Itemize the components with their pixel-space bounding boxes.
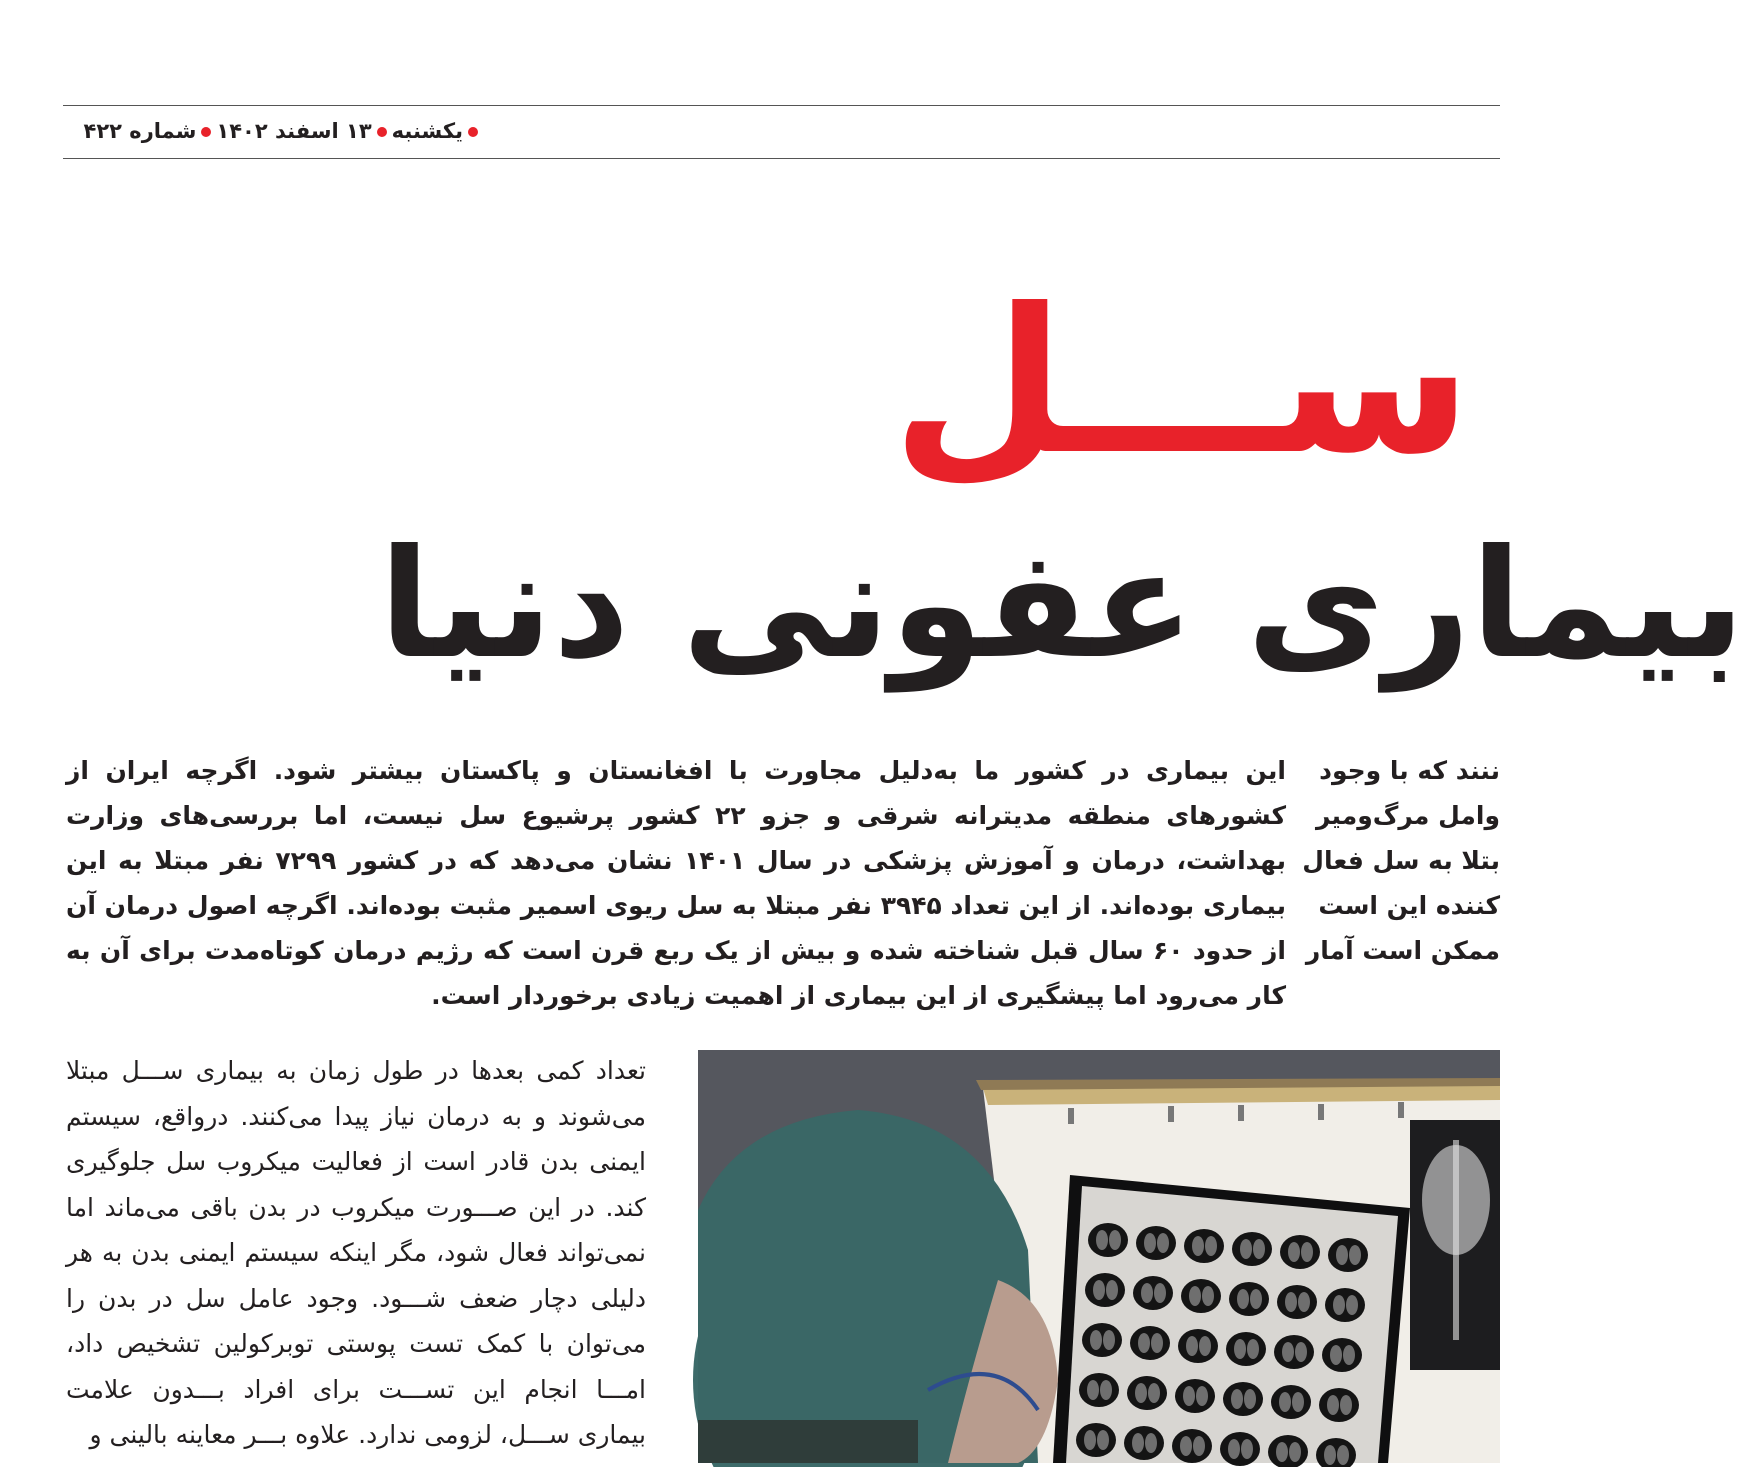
ct-lung-shape bbox=[1298, 1292, 1310, 1312]
ct-lung-shape bbox=[1087, 1380, 1099, 1400]
ct-lung-shape bbox=[1148, 1383, 1160, 1403]
ct-lung-shape bbox=[1189, 1286, 1201, 1306]
headline-main: بیماری عفونی دنیا bbox=[378, 518, 1745, 692]
ct-lung-shape bbox=[1231, 1389, 1243, 1409]
ct-lung-shape bbox=[1093, 1280, 1105, 1300]
ct-lung-shape bbox=[1343, 1345, 1355, 1365]
ct-lung-shape bbox=[1186, 1336, 1198, 1356]
ct-lung-shape bbox=[1234, 1339, 1246, 1359]
ct-lung-shape bbox=[1330, 1345, 1342, 1365]
headline-kicker: ســـل bbox=[891, 266, 1472, 499]
article-photo bbox=[698, 1050, 1500, 1463]
ct-lung-shape bbox=[1346, 1295, 1358, 1315]
ct-lung-shape bbox=[1337, 1445, 1349, 1465]
dateline-day: یکشنبه bbox=[391, 119, 463, 143]
lead-side-line: وامل مرگ‌ومیر bbox=[1315, 801, 1500, 830]
ct-lung-shape bbox=[1228, 1439, 1240, 1459]
dateline-date: ۱۳ اسفند ۱۴۰۲ bbox=[216, 119, 372, 143]
red-bullet-icon bbox=[468, 127, 478, 137]
ct-lung-shape bbox=[1199, 1336, 1211, 1356]
ct-lung-shape bbox=[1289, 1442, 1301, 1462]
ct-lung-shape bbox=[1292, 1392, 1304, 1412]
lead-side-column bbox=[1302, 748, 1500, 973]
lead-side-line: بتلا به سل فعال bbox=[1302, 846, 1500, 875]
lead-side-line: کننده این است bbox=[1318, 891, 1500, 920]
ct-lung-shape bbox=[1145, 1433, 1157, 1453]
ct-lung-shape bbox=[1301, 1242, 1313, 1262]
ct-lung-shape bbox=[1240, 1239, 1252, 1259]
ct-lung-shape bbox=[1141, 1283, 1153, 1303]
ct-lung-shape bbox=[1202, 1286, 1214, 1306]
ct-lung-shape bbox=[1084, 1430, 1096, 1450]
ct-lung-shape bbox=[1183, 1386, 1195, 1406]
ct-lung-shape bbox=[1324, 1445, 1336, 1465]
ct-lung-shape bbox=[1327, 1395, 1339, 1415]
ct-lung-shape bbox=[1180, 1436, 1192, 1456]
body-paragraph: تعداد کمی بعدها در طول زمان به بیماری ســـل مبتلا می‌شوند و به درمان نیاز پیدا می‌کنند. درواقع، سیستم ایمنی بدن قادر است از فعالیت میکروب سل جلوگیری کند. در این صـــورت میکروب در بدن باقی می‌ماند اما نمی‌تواند فعال شود، مگر اینکه سیستم ایمنی بدن به هر دلیلی دچار ضعف شـــود. وجود عامل سل در بدن را می‌توان با کمک تست پوستی توبرکولین تشخیص داد، امـــا انجام این تســـت برای افراد بـــدون علامت بیماری ســـل، لزومی ندارد. علاوه بـــر معاینه بالینی و bbox=[66, 1056, 646, 1449]
ct-lung-shape bbox=[1288, 1242, 1300, 1262]
ct-lung-shape bbox=[1340, 1395, 1352, 1415]
ct-lung-shape bbox=[1279, 1392, 1291, 1412]
ct-lung-shape bbox=[1285, 1292, 1297, 1312]
header-bottom-rule bbox=[63, 158, 1500, 159]
ct-lung-shape bbox=[1282, 1342, 1294, 1362]
ct-lung-shape bbox=[1096, 1230, 1108, 1250]
dateline bbox=[63, 116, 483, 146]
ct-lung-shape bbox=[1250, 1289, 1262, 1309]
ct-lung-shape bbox=[1106, 1280, 1118, 1300]
ct-lung-shape bbox=[1097, 1430, 1109, 1450]
ct-lung-shape bbox=[1333, 1295, 1345, 1315]
ct-lung-shape bbox=[1244, 1389, 1256, 1409]
red-bullet-icon bbox=[201, 127, 211, 137]
ct-lung-shape bbox=[1196, 1386, 1208, 1406]
ct-lung-shape bbox=[1205, 1236, 1217, 1256]
lead-side-line: ممکن است آمار bbox=[1305, 936, 1500, 965]
ct-lung-shape bbox=[1192, 1236, 1204, 1256]
ct-lung-shape bbox=[1154, 1283, 1166, 1303]
ct-lung-shape bbox=[1193, 1436, 1205, 1456]
red-bullet-icon bbox=[377, 127, 387, 137]
lead-paragraph: این بیماری در کشور ما به‌دلیل مجاورت با افغانستان و پاکستان بیشتر شود. اگرچه ایران از کشورهای منطقه مدیترانه شرقی و جزو ۲۲ کشور پرشیوع سل نیست، اما بررسی‌های وزارت بهداشت، درمان و آموزش پزشکی در سال ۱۴۰۱ نشان می‌دهد که در کشور ۷۲۹۹ نفر مبتلا به این بیماری بوده‌اند. از این تعداد ۳۹۴۵ نفر مبتلا به سل ریوی اسمیر مثبت بوده‌اند. اگرچه اصول درمان آن از حدود ۶۰ سال قبل شناخته شده و بیش از یک ربع قرن است که رژیم درمان کوتاه‌مدت برای آن به کار می‌رود اما پیشگیری از این بیماری از اهمیت زیادی برخوردار است. bbox=[66, 756, 1286, 1010]
ct-lung-shape bbox=[1144, 1233, 1156, 1253]
ct-lung-shape bbox=[1349, 1245, 1361, 1265]
ct-lung-shape bbox=[1132, 1433, 1144, 1453]
ct-lung-shape bbox=[1100, 1380, 1112, 1400]
lead-side-line: ننند که با وجود bbox=[1319, 756, 1500, 785]
ct-lung-shape bbox=[1253, 1239, 1265, 1259]
ct-lung-shape bbox=[1237, 1289, 1249, 1309]
dateline-issue: شماره ۴۲۲ bbox=[83, 119, 197, 143]
ct-lung-shape bbox=[1103, 1330, 1115, 1350]
ct-lung-shape bbox=[1135, 1383, 1147, 1403]
ct-lung-shape bbox=[1241, 1439, 1253, 1459]
ct-lung-shape bbox=[1247, 1339, 1259, 1359]
ct-lung-shape bbox=[1157, 1233, 1169, 1253]
ct-lung-shape bbox=[1090, 1330, 1102, 1350]
header-top-rule bbox=[63, 105, 1500, 106]
doctor-xray-illustration bbox=[698, 1050, 1500, 1463]
ct-lung-shape bbox=[1276, 1442, 1288, 1462]
ct-lung-shape bbox=[1151, 1333, 1163, 1353]
ct-lung-shape bbox=[1295, 1342, 1307, 1362]
ct-lung-shape bbox=[1336, 1245, 1348, 1265]
ct-lung-shape bbox=[1109, 1230, 1121, 1250]
ct-lung-shape bbox=[1138, 1333, 1150, 1353]
